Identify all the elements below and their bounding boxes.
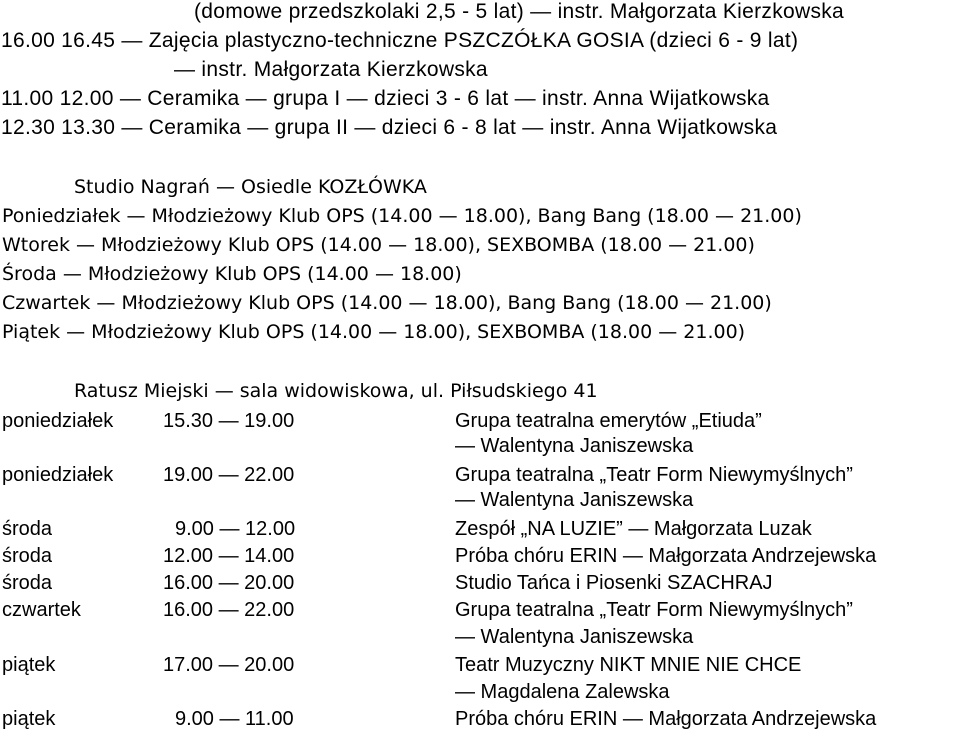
ratusz-row-time: 9.00 — 12.00 <box>175 518 296 540</box>
ratusz-row-person: — Magdalena Zalewska <box>455 681 670 703</box>
ratusz-row-activity: Studio Tańca i Piosenki SZACHRAJ <box>455 572 773 594</box>
ratusz-row-time: 17.00 — 20.00 <box>163 654 295 676</box>
ratusz-row-time: 9.00 — 11.00 <box>175 708 294 730</box>
ratusz-row-activity: Zespół „NA LUZIE” — Małgorzata Luzak <box>455 518 812 540</box>
ratusz-title: Ratusz Miejski — sala widowiskowa, ul. Piłsudskiego 41 <box>74 380 598 402</box>
studio-line-friday: Piątek — Młodzieżowy Klub OPS (14.00 — 18.00), SEXBOMBA (18.00 — 21.00) <box>2 321 746 343</box>
ratusz-row-activity: Grupa teatralna „Teatr Form Niewymyślnych” <box>455 464 853 486</box>
ratusz-row-time: 12.00 — 14.00 <box>163 545 295 567</box>
ratusz-row-day: środa <box>2 545 53 567</box>
intro-line-4: 11.00 12.00 — Ceramika — grupa I — dzieci 3 - 6 lat — instr. Anna Wijatkowska <box>1 87 770 110</box>
intro-line-2: 16.00 16.45 — Zajęcia plastyczno-techniczne PSZCZÓŁKA GOSIA (dzieci 6 - 9 lat) <box>1 29 799 52</box>
ratusz-row-person: — Walentyna Janiszewska <box>455 489 694 511</box>
studio-line-monday: Poniedziałek — Młodzieżowy Klub OPS (14.00 — 18.00), Bang Bang (18.00 — 21.00) <box>2 205 802 227</box>
ratusz-row-activity: Próba chóru ERIN — Małgorzata Andrzejewska <box>455 708 877 730</box>
ratusz-row-time: 15.30 — 19.00 <box>163 410 295 432</box>
ratusz-row-activity: Próba chóru ERIN — Małgorzata Andrzejewska <box>455 545 877 567</box>
ratusz-row-day: poniedziałek <box>2 464 114 486</box>
ratusz-row-day: poniedziałek <box>2 410 114 432</box>
ratusz-row-activity: Grupa teatralna emerytów „Etiuda” <box>455 410 762 432</box>
ratusz-row-day: piątek <box>2 708 56 730</box>
ratusz-row-time: 19.00 — 22.00 <box>163 464 295 486</box>
ratusz-row-day: czwartek <box>2 599 81 621</box>
ratusz-row-person: — Walentyna Janiszewska <box>455 626 694 648</box>
studio-title: Studio Nagrań — Osiedle KOZŁÓWKA <box>74 176 427 198</box>
ratusz-row-person: — Walentyna Janiszewska <box>455 435 694 457</box>
ratusz-row-day: piątek <box>2 654 56 676</box>
ratusz-row-time: 16.00 — 20.00 <box>163 572 295 594</box>
studio-line-thursday: Czwartek — Młodzieżowy Klub OPS (14.00 — 18.00), Bang Bang (18.00 — 21.00) <box>2 292 772 314</box>
studio-line-wednesday: Środa — Młodzieżowy Klub OPS (14.00 — 18.00) <box>2 263 462 285</box>
studio-line-tuesday: Wtorek — Młodzieżowy Klub OPS (14.00 — 18.00), SEXBOMBA (18.00 — 21.00) <box>2 234 755 256</box>
ratusz-row-activity: Teatr Muzyczny NIKT MNIE NIE CHCE <box>455 654 802 676</box>
intro-line-5: 12.30 13.30 — Ceramika — grupa II — dzieci 6 - 8 lat — instr. Anna Wijatkowska <box>1 116 778 139</box>
ratusz-row-day: środa <box>2 518 53 540</box>
ratusz-row-activity: Grupa teatralna „Teatr Form Niewymyślnych” <box>455 599 853 621</box>
intro-line-1: (domowe przedszkolaki 2,5 - 5 lat) — instr. Małgorzata Kierzkowska <box>194 0 845 23</box>
ratusz-row-time: 16.00 — 22.00 <box>163 599 295 621</box>
ratusz-row-day: środa <box>2 572 53 594</box>
intro-line-3: — instr. Małgorzata Kierzkowska <box>174 58 488 81</box>
